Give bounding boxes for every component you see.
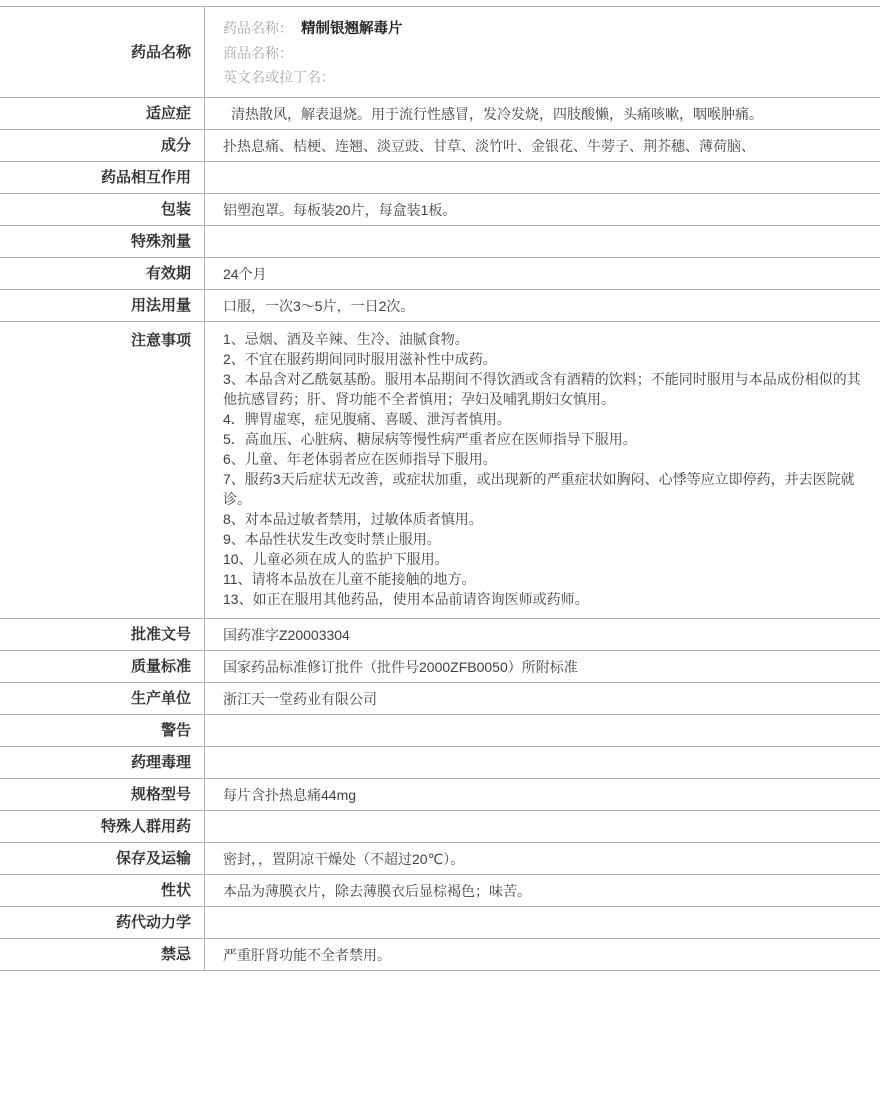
row-label: 质量标准 (0, 651, 205, 682)
row-value: 浙江天一堂药业有限公司 (223, 690, 377, 707)
drug-name-value: 精制银翘解毒片 (301, 21, 403, 37)
row-label: 批准文号 (0, 619, 205, 650)
table-row-approval-number (0, 619, 880, 651)
table-row-packaging (0, 194, 880, 226)
row-label: 药理毒理 (0, 747, 205, 778)
trade-name-line: 商品名称： (223, 45, 293, 61)
notice-item: 3、本品含对乙酰氨基酚。服用本品期间不得饮酒或含有酒精的饮料；不能同时服用与本品成份相似的其他抗感冒药；肝、肾功能不全者慎用；孕妇及哺乳期妇女慎用。 (223, 371, 861, 407)
row-label: 成分 (0, 130, 205, 161)
row-label: 适应症 (0, 98, 205, 129)
notice-item: 6、儿童、年老体弱者应在医师指导下服用。 (223, 451, 497, 467)
table-row-storage (0, 843, 880, 875)
english-name-line: 英文名或拉丁名： (223, 69, 335, 85)
row-value (205, 162, 880, 193)
table-row-quality-standard (0, 651, 880, 683)
notice-item: 7、服药3天后症状无改善，或症状加重，或出现新的严重症状如胸闷、心悸等应立即停药，并去医院就诊。 (223, 471, 855, 507)
row-value (205, 811, 880, 842)
table-row-description (0, 875, 880, 907)
table-row-shelf-life (0, 258, 880, 290)
row-label: 规格型号 (0, 779, 205, 810)
table-row-precautions (0, 322, 880, 619)
row-value: 清热散风，解表退烧。用于流行性感冒，发冷发烧，四肢酸懒，头痛咳嗽，咽喉肿痛。 (231, 105, 763, 122)
table-row-specification (0, 779, 880, 811)
row-value (205, 747, 880, 778)
row-value: 铝塑泡罩。每板装20片，每盒装1板。 (223, 201, 457, 218)
row-label: 有效期 (0, 258, 205, 289)
table-row-dosage (0, 290, 880, 322)
row-value: 国家药品标准修订批件（批件号2000ZFB0050）所附标准 (223, 658, 578, 675)
table-row-ingredients (0, 130, 880, 162)
row-label: 用法用量 (0, 290, 205, 321)
row-label: 警告 (0, 715, 205, 746)
notice-item: 9、本品性状发生改变时禁止服用。 (223, 531, 441, 547)
notice-item: 8、对本品过敏者禁用，过敏体质者慎用。 (223, 511, 483, 527)
notice-item: 10、儿童必须在成人的监护下服用。 (223, 551, 449, 567)
row-value: 24个月 (223, 265, 267, 282)
row-label: 性状 (0, 875, 205, 906)
row-label: 药品名称 (0, 7, 205, 97)
row-value: 严重肝肾功能不全者禁用。 (223, 946, 391, 963)
row-value (205, 226, 880, 257)
row-value: 每片含扑热息痛44mg (223, 786, 357, 803)
notice-item: 13、如正在服用其他药品，使用本品前请咨询医师或药师。 (223, 591, 589, 607)
row-value (205, 7, 880, 97)
row-label: 保存及运输 (0, 843, 205, 874)
drug-info-table (0, 6, 880, 971)
table-row-contraindications (0, 939, 880, 971)
table-row-special-dosage (0, 226, 880, 258)
row-label: 药代动力学 (0, 907, 205, 938)
drug-name-prefix: 药品名称： (223, 20, 293, 36)
row-label: 包装 (0, 194, 205, 225)
drug-name-line (223, 16, 868, 41)
notice-item: 11、请将本品放在儿童不能接触的地方。 (223, 571, 476, 587)
row-label: 禁忌 (0, 939, 205, 970)
table-row-interactions (0, 162, 880, 194)
row-label: 特殊剂量 (0, 226, 205, 257)
table-row-indications (0, 98, 880, 130)
row-value (205, 322, 880, 618)
row-label: 生产单位 (0, 683, 205, 714)
notice-item: 5．高血压、心脏病、糖尿病等慢性病严重者应在医师指导下服用。 (223, 431, 637, 447)
notice-item: 2、不宜在服药期间同时服用滋补性中成药。 (223, 351, 497, 367)
row-label: 特殊人群用药 (0, 811, 205, 842)
row-value: 口服，一次3～5片，一日2次。 (223, 297, 415, 314)
row-label: 药品相互作用 (0, 162, 205, 193)
row-value: 扑热息痛、桔梗、连翘、淡豆豉、甘草、淡竹叶、金银花、牛蒡子、荆芥穗、薄荷脑、 (223, 137, 755, 154)
row-label: 注意事项 (0, 322, 205, 618)
table-row-warning (0, 715, 880, 747)
row-value: 密封，，置阴凉干燥处（不超过20℃）。 (223, 850, 465, 867)
row-value (205, 715, 880, 746)
row-value: 本品为薄膜衣片，除去薄膜衣后显棕褐色；味苦。 (223, 882, 531, 899)
table-row-drug-name (0, 7, 880, 98)
table-row-manufacturer (0, 683, 880, 715)
table-row-pharmacology (0, 747, 880, 779)
table-row-pharmacokinetics (0, 907, 880, 939)
notice-item: 4．脾胃虚寒，症见腹痛、喜暖、泄泻者慎用。 (223, 411, 511, 427)
row-value (205, 907, 880, 938)
row-value: 国药准字Z20003304 (223, 626, 350, 643)
notice-item: 1、忌烟、酒及辛辣、生冷、油腻食物。 (223, 331, 469, 347)
table-row-special-populations (0, 811, 880, 843)
